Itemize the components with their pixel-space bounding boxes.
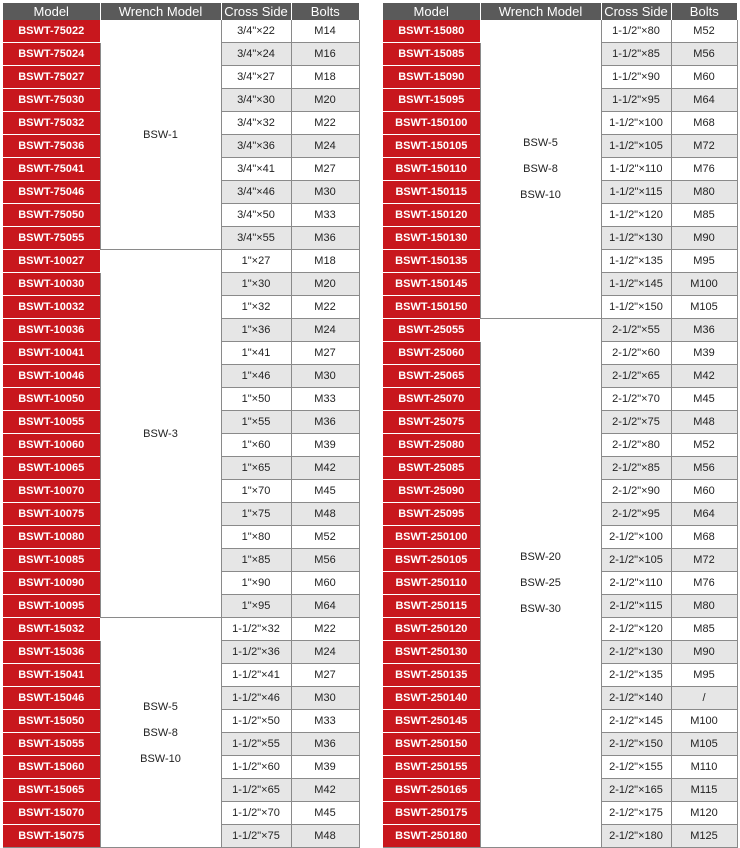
- bolts-cell: M16: [291, 43, 359, 66]
- wrench-model-label: BSW-1: [143, 128, 178, 141]
- bolts-cell: M20: [291, 89, 359, 112]
- model-cell: BSWT-250140: [383, 687, 480, 710]
- cross-side-cell: 1"×27: [221, 250, 291, 273]
- bolts-cell: M30: [291, 181, 359, 204]
- model-cell: BSWT-10060: [3, 434, 100, 457]
- bolts-cell: M64: [671, 89, 737, 112]
- cross-side-cell: 2-1/2"×140: [601, 687, 671, 710]
- header-wrench-model: Wrench Model: [100, 3, 221, 20]
- model-cell: BSWT-25060: [383, 342, 480, 365]
- cross-side-cell: 1-1/2"×85: [601, 43, 671, 66]
- bolts-cell: M68: [671, 526, 737, 549]
- model-cell: BSWT-15070: [3, 802, 100, 825]
- bolts-cell: M33: [291, 388, 359, 411]
- wrench-model-label: BSW-8: [143, 726, 178, 739]
- model-cell: BSWT-15060: [3, 756, 100, 779]
- bolts-cell: M80: [671, 595, 737, 618]
- table-row: [3, 250, 359, 273]
- bolts-cell: M125: [671, 825, 737, 848]
- wrench-model-label: BSW-10: [520, 189, 561, 201]
- header-model: Model: [3, 3, 100, 20]
- bolts-cell: M56: [671, 457, 737, 480]
- cross-side-cell: 1-1/2"×145: [601, 273, 671, 296]
- model-cell: BSWT-15036: [3, 641, 100, 664]
- model-cell: BSWT-75032: [3, 112, 100, 135]
- header-model: Model: [383, 3, 480, 20]
- bolts-cell: M100: [671, 273, 737, 296]
- wrench-model-label: BSW-5: [523, 137, 558, 149]
- table-row: [3, 20, 359, 43]
- bolts-cell: M95: [671, 664, 737, 687]
- model-cell: BSWT-75050: [3, 204, 100, 227]
- cross-side-cell: 1-1/2"×70: [221, 802, 291, 825]
- cross-side-cell: 2-1/2"×120: [601, 618, 671, 641]
- cross-side-cell: 1-1/2"×36: [221, 641, 291, 664]
- cross-side-cell: 3/4"×27: [221, 66, 291, 89]
- model-cell: BSWT-150120: [383, 204, 480, 227]
- table-body: [383, 20, 737, 848]
- bolts-cell: M90: [671, 641, 737, 664]
- table-header-row: [383, 3, 737, 20]
- cross-side-cell: 1-1/2"×65: [221, 779, 291, 802]
- cross-side-cell: 1-1/2"×100: [601, 112, 671, 135]
- bolts-cell: M36: [671, 319, 737, 342]
- spec-table-left: [3, 3, 360, 848]
- cross-side-cell: 3/4"×32: [221, 112, 291, 135]
- bolts-cell: M115: [671, 779, 737, 802]
- wrench-model-cell: [480, 20, 601, 319]
- bolts-cell: M22: [291, 618, 359, 641]
- bolts-cell: M48: [671, 411, 737, 434]
- bolts-cell: M24: [291, 319, 359, 342]
- header-bolts: Bolts: [291, 3, 359, 20]
- cross-side-cell: 2-1/2"×105: [601, 549, 671, 572]
- model-cell: BSWT-75041: [3, 158, 100, 181]
- bolts-cell: M33: [291, 710, 359, 733]
- bolts-cell: M100: [671, 710, 737, 733]
- cross-side-cell: 1"×41: [221, 342, 291, 365]
- cross-side-cell: 2-1/2"×85: [601, 457, 671, 480]
- cross-side-cell: 1-1/2"×120: [601, 204, 671, 227]
- bolts-cell: M60: [291, 572, 359, 595]
- bolts-cell: M24: [291, 641, 359, 664]
- bolts-cell: M45: [671, 388, 737, 411]
- header-cross-side: Cross Side: [601, 3, 671, 20]
- wrench-model-cell: [480, 319, 601, 848]
- model-cell: BSWT-250135: [383, 664, 480, 687]
- bolts-cell: M30: [291, 687, 359, 710]
- model-cell: BSWT-10032: [3, 296, 100, 319]
- model-cell: BSWT-10085: [3, 549, 100, 572]
- cross-side-cell: 2-1/2"×70: [601, 388, 671, 411]
- bolts-cell: M48: [291, 503, 359, 526]
- model-cell: BSWT-10070: [3, 480, 100, 503]
- cross-side-cell: 1-1/2"×46: [221, 687, 291, 710]
- model-cell: BSWT-75030: [3, 89, 100, 112]
- bolts-cell: M105: [671, 296, 737, 319]
- bolts-cell: M36: [291, 227, 359, 250]
- cross-side-cell: 1-1/2"×105: [601, 135, 671, 158]
- model-cell: BSWT-25075: [383, 411, 480, 434]
- cross-side-cell: 2-1/2"×165: [601, 779, 671, 802]
- cross-side-cell: 1-1/2"×90: [601, 66, 671, 89]
- cross-side-cell: 2-1/2"×175: [601, 802, 671, 825]
- cross-side-cell: 2-1/2"×150: [601, 733, 671, 756]
- bolts-cell: M68: [671, 112, 737, 135]
- model-cell: BSWT-15080: [383, 20, 480, 43]
- model-cell: BSWT-15075: [3, 825, 100, 848]
- model-cell: BSWT-250180: [383, 825, 480, 848]
- bolts-cell: M76: [671, 158, 737, 181]
- bolts-cell: M60: [671, 480, 737, 503]
- model-cell: BSWT-250150: [383, 733, 480, 756]
- bolts-cell: /: [671, 687, 737, 710]
- cross-side-cell: 1"×65: [221, 457, 291, 480]
- cross-side-cell: 1-1/2"×135: [601, 250, 671, 273]
- model-cell: BSWT-25080: [383, 434, 480, 457]
- bolts-cell: M18: [291, 250, 359, 273]
- cross-side-cell: 1"×85: [221, 549, 291, 572]
- cross-side-cell: 2-1/2"×155: [601, 756, 671, 779]
- table-body: [3, 20, 359, 848]
- cross-side-cell: 2-1/2"×135: [601, 664, 671, 687]
- model-cell: BSWT-250145: [383, 710, 480, 733]
- cross-side-cell: 2-1/2"×90: [601, 480, 671, 503]
- model-cell: BSWT-15095: [383, 89, 480, 112]
- bolts-cell: M36: [291, 411, 359, 434]
- model-cell: BSWT-250165: [383, 779, 480, 802]
- model-cell: BSWT-150135: [383, 250, 480, 273]
- spec-table-right: [383, 3, 738, 848]
- cross-side-cell: 1"×60: [221, 434, 291, 457]
- bolts-cell: M27: [291, 158, 359, 181]
- table-header-row: [3, 3, 359, 20]
- model-cell: BSWT-15032: [3, 618, 100, 641]
- bolts-cell: M52: [671, 20, 737, 43]
- cross-side-cell: 2-1/2"×110: [601, 572, 671, 595]
- model-cell: BSWT-250110: [383, 572, 480, 595]
- bolts-cell: M56: [291, 549, 359, 572]
- model-cell: BSWT-10095: [3, 595, 100, 618]
- model-cell: BSWT-10080: [3, 526, 100, 549]
- bolts-cell: M36: [291, 733, 359, 756]
- bolts-cell: M22: [291, 296, 359, 319]
- bolts-cell: M14: [291, 20, 359, 43]
- wrench-model-label: BSW-5: [143, 700, 178, 713]
- wrench-model-label: BSW-30: [520, 603, 561, 615]
- bolts-cell: M42: [291, 779, 359, 802]
- cross-side-cell: 1-1/2"×50: [221, 710, 291, 733]
- cross-side-cell: 1"×32: [221, 296, 291, 319]
- wrench-model-label: BSW-10: [140, 752, 181, 765]
- cross-side-cell: 2-1/2"×60: [601, 342, 671, 365]
- model-cell: BSWT-15050: [3, 710, 100, 733]
- model-cell: BSWT-25090: [383, 480, 480, 503]
- model-cell: BSWT-15041: [3, 664, 100, 687]
- bolts-cell: M64: [291, 595, 359, 618]
- model-cell: BSWT-15046: [3, 687, 100, 710]
- cross-side-cell: 1"×30: [221, 273, 291, 296]
- cross-side-cell: 1"×70: [221, 480, 291, 503]
- bolts-cell: M42: [291, 457, 359, 480]
- cross-side-cell: 1-1/2"×60: [221, 756, 291, 779]
- model-cell: BSWT-150150: [383, 296, 480, 319]
- model-cell: BSWT-10075: [3, 503, 100, 526]
- cross-side-cell: 1"×80: [221, 526, 291, 549]
- model-cell: BSWT-10041: [3, 342, 100, 365]
- model-cell: BSWT-10090: [3, 572, 100, 595]
- model-cell: BSWT-15090: [383, 66, 480, 89]
- cross-side-cell: 3/4"×41: [221, 158, 291, 181]
- bolts-cell: M52: [671, 434, 737, 457]
- wrench-model-label: BSW-20: [520, 551, 561, 563]
- cross-side-cell: 1"×36: [221, 319, 291, 342]
- wrench-model-cell: [100, 618, 221, 848]
- cross-side-cell: 2-1/2"×95: [601, 503, 671, 526]
- bolts-cell: M27: [291, 342, 359, 365]
- bolts-cell: M105: [671, 733, 737, 756]
- header-wrench-model: Wrench Model: [480, 3, 601, 20]
- wrench-model-label: BSW-25: [520, 577, 561, 589]
- cross-side-cell: 2-1/2"×115: [601, 595, 671, 618]
- header-bolts: Bolts: [671, 3, 737, 20]
- model-cell: BSWT-25070: [383, 388, 480, 411]
- bolts-cell: M30: [291, 365, 359, 388]
- model-cell: BSWT-150145: [383, 273, 480, 296]
- bolts-cell: M18: [291, 66, 359, 89]
- model-cell: BSWT-250100: [383, 526, 480, 549]
- bolts-cell: M45: [291, 480, 359, 503]
- model-cell: BSWT-10036: [3, 319, 100, 342]
- model-cell: BSWT-10046: [3, 365, 100, 388]
- cross-side-cell: 1-1/2"×110: [601, 158, 671, 181]
- cross-side-cell: 3/4"×22: [221, 20, 291, 43]
- model-cell: BSWT-150110: [383, 158, 480, 181]
- cross-side-cell: 3/4"×50: [221, 204, 291, 227]
- bolts-cell: M20: [291, 273, 359, 296]
- model-cell: BSWT-250175: [383, 802, 480, 825]
- model-cell: BSWT-250155: [383, 756, 480, 779]
- wrench-model-cell: [100, 20, 221, 250]
- model-cell: BSWT-250105: [383, 549, 480, 572]
- model-cell: BSWT-250120: [383, 618, 480, 641]
- model-cell: BSWT-150100: [383, 112, 480, 135]
- cross-side-cell: 2-1/2"×80: [601, 434, 671, 457]
- model-cell: BSWT-250130: [383, 641, 480, 664]
- bolts-cell: M56: [671, 43, 737, 66]
- wrench-model-cell: [100, 250, 221, 618]
- bolts-cell: M72: [671, 549, 737, 572]
- cross-side-cell: 2-1/2"×55: [601, 319, 671, 342]
- model-cell: BSWT-15065: [3, 779, 100, 802]
- cross-side-cell: 1"×46: [221, 365, 291, 388]
- bolts-cell: M90: [671, 227, 737, 250]
- cross-side-cell: 2-1/2"×130: [601, 641, 671, 664]
- cross-side-cell: 1-1/2"×75: [221, 825, 291, 848]
- cross-side-cell: 1-1/2"×130: [601, 227, 671, 250]
- cross-side-cell: 3/4"×36: [221, 135, 291, 158]
- cross-side-cell: 1-1/2"×95: [601, 89, 671, 112]
- table-row: [383, 319, 737, 342]
- header-cross-side: Cross Side: [221, 3, 291, 20]
- bolts-cell: M45: [291, 802, 359, 825]
- cross-side-cell: 1-1/2"×55: [221, 733, 291, 756]
- model-cell: BSWT-15085: [383, 43, 480, 66]
- model-cell: BSWT-150130: [383, 227, 480, 250]
- cross-side-cell: 3/4"×24: [221, 43, 291, 66]
- bolts-cell: M27: [291, 664, 359, 687]
- cross-side-cell: 1"×95: [221, 595, 291, 618]
- model-cell: BSWT-75022: [3, 20, 100, 43]
- model-cell: BSWT-10030: [3, 273, 100, 296]
- bolts-cell: M80: [671, 181, 737, 204]
- cross-side-cell: 1-1/2"×115: [601, 181, 671, 204]
- model-cell: BSWT-10055: [3, 411, 100, 434]
- bolts-cell: M95: [671, 250, 737, 273]
- cross-side-cell: 1"×50: [221, 388, 291, 411]
- cross-side-cell: 2-1/2"×75: [601, 411, 671, 434]
- model-cell: BSWT-75055: [3, 227, 100, 250]
- bolts-cell: M39: [671, 342, 737, 365]
- bolts-cell: M60: [671, 66, 737, 89]
- cross-side-cell: 1"×55: [221, 411, 291, 434]
- model-cell: BSWT-75046: [3, 181, 100, 204]
- wrench-model-label: BSW-3: [143, 427, 178, 440]
- bolts-cell: M33: [291, 204, 359, 227]
- cross-side-cell: 3/4"×55: [221, 227, 291, 250]
- cross-side-cell: 3/4"×46: [221, 181, 291, 204]
- bolts-cell: M48: [291, 825, 359, 848]
- bolts-cell: M39: [291, 756, 359, 779]
- model-cell: BSWT-150115: [383, 181, 480, 204]
- wrench-model-label: BSW-8: [523, 163, 558, 175]
- model-cell: BSWT-25085: [383, 457, 480, 480]
- bolts-cell: M39: [291, 434, 359, 457]
- model-cell: BSWT-25065: [383, 365, 480, 388]
- bolts-cell: M22: [291, 112, 359, 135]
- model-cell: BSWT-75036: [3, 135, 100, 158]
- model-cell: BSWT-150105: [383, 135, 480, 158]
- model-cell: BSWT-25055: [383, 319, 480, 342]
- cross-side-cell: 2-1/2"×65: [601, 365, 671, 388]
- bolts-cell: M76: [671, 572, 737, 595]
- bolts-cell: M64: [671, 503, 737, 526]
- model-cell: BSWT-10050: [3, 388, 100, 411]
- cross-side-cell: 3/4"×30: [221, 89, 291, 112]
- bolts-cell: M52: [291, 526, 359, 549]
- model-cell: BSWT-75027: [3, 66, 100, 89]
- cross-side-cell: 2-1/2"×100: [601, 526, 671, 549]
- bolts-cell: M42: [671, 365, 737, 388]
- model-cell: BSWT-10027: [3, 250, 100, 273]
- table-row: [3, 618, 359, 641]
- bolts-cell: M72: [671, 135, 737, 158]
- cross-side-cell: 1-1/2"×80: [601, 20, 671, 43]
- cross-side-cell: 1-1/2"×32: [221, 618, 291, 641]
- cross-side-cell: 2-1/2"×145: [601, 710, 671, 733]
- model-cell: BSWT-10065: [3, 457, 100, 480]
- model-cell: BSWT-250115: [383, 595, 480, 618]
- bolts-cell: M110: [671, 756, 737, 779]
- model-cell: BSWT-15055: [3, 733, 100, 756]
- cross-side-cell: 1-1/2"×41: [221, 664, 291, 687]
- bolts-cell: M24: [291, 135, 359, 158]
- bolts-cell: M85: [671, 618, 737, 641]
- cross-side-cell: 1"×75: [221, 503, 291, 526]
- cross-side-cell: 2-1/2"×180: [601, 825, 671, 848]
- cross-side-cell: 1-1/2"×150: [601, 296, 671, 319]
- bolts-cell: M85: [671, 204, 737, 227]
- table-row: [383, 20, 737, 43]
- model-cell: BSWT-25095: [383, 503, 480, 526]
- model-cell: BSWT-75024: [3, 43, 100, 66]
- bolts-cell: M120: [671, 802, 737, 825]
- cross-side-cell: 1"×90: [221, 572, 291, 595]
